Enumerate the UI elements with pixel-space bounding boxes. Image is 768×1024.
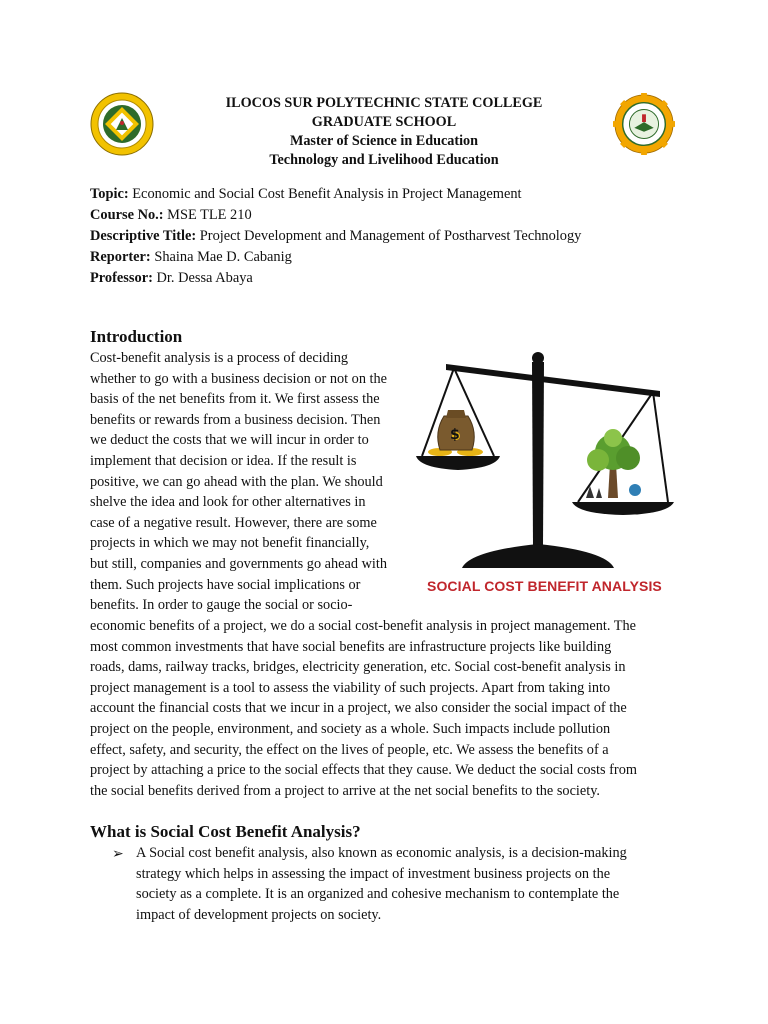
topic-value: Economic and Social Cost Benefit Analysis in Project Management — [132, 186, 522, 202]
graduate-school: GRADUATE SCHOOL — [311, 114, 457, 130]
reporter-value: Shaina Mae D. Cabanig — [154, 249, 292, 265]
report-details — [90, 184, 690, 289]
text-line: economic benefits of a project, we do a social cost-benefit analysis in project management. The — [90, 618, 636, 634]
text-line: basis of the net benefits from it. We first assess the — [90, 391, 380, 408]
course-row — [90, 205, 690, 226]
title-label: Descriptive Title: — [90, 228, 197, 244]
figure-caption: SOCIAL COST BENEFIT ANALYSIS — [427, 578, 662, 594]
reporter-label: Reporter: — [90, 249, 151, 265]
text-line: shelve the idea and look for other alternatives in — [90, 494, 366, 511]
college-seal-left-icon — [90, 92, 154, 156]
what-is-heading: What is Social Cost Benefit Analysis? — [90, 822, 361, 841]
text-line: impact of development projects on society. — [136, 906, 382, 923]
text-line: benefits or rewards from a business decision. Then — [90, 411, 381, 428]
text-line: most common investments that have social benefits are infrastructure projects like building — [90, 638, 612, 655]
tree-icon — [586, 429, 641, 498]
dollar-symbol: $ — [450, 427, 460, 443]
school-name: ILOCOS SUR POLYTECHNIC STATE COLLEGE — [225, 95, 543, 111]
text-line: A Social cost benefit analysis, also known as economic analysis, is a decision-making — [136, 845, 627, 861]
text-line: benefits. In order to gauge the social or socio- — [90, 597, 353, 614]
degree-program: Master of Science in Education — [289, 133, 479, 149]
text-line: we deduct the costs that we will incur in order to — [90, 432, 369, 449]
text-line: case of a negative result. However, there are some — [90, 514, 377, 531]
text-line: roads, dams, railway tracks, bridges, electricity generation, etc. Social cost-benefit analysis in — [90, 659, 626, 676]
balance-scale-icon — [410, 346, 680, 604]
text-line: Cost-benefit analysis is a process of deciding — [90, 350, 349, 366]
text-line: them. Such projects have social implications or — [90, 576, 361, 593]
text-line: account the financial costs that we incur in a project, we also consider the social impact of the — [90, 700, 627, 717]
text-line: but still, companies and governments go ahead with — [90, 555, 387, 572]
text-line: projects in which we may not benefit financially, — [90, 535, 370, 552]
specialization: Technology and Livelihood Education — [269, 152, 499, 168]
text-line: strategy which helps in assessing the impact of investment business projects on the — [136, 865, 611, 882]
text-line: implement that decision or idea. If the result is — [90, 452, 357, 469]
introduction-paragraph-bottom — [90, 616, 637, 801]
professor-label: Professor: — [90, 270, 153, 286]
professor-value: Dr. Dessa Abaya — [156, 270, 253, 286]
course-label: Course No.: — [90, 207, 164, 223]
text-line: project on the people, environment, and society as a whole. Such impacts include pollution — [90, 720, 611, 737]
graduate-school-seal-icon — [613, 93, 675, 155]
text-line: the social benefits derived from a project to arrive at the net social benefits to the society. — [90, 782, 600, 799]
text-line: society as a complete. It is an organized and cohesive mechanism to contemplate the — [136, 886, 620, 903]
text-line: project by attaching a price to the social effects that they cause. We deduct the social costs from — [90, 762, 637, 779]
introduction-heading: Introduction — [90, 327, 183, 346]
text-line: positive, we can go ahead with the plan. We should — [90, 473, 383, 490]
introduction-paragraph-top — [90, 348, 387, 616]
text-line: project management is a tool to assess the viability of such projects. Apart from taking into — [90, 679, 611, 696]
title-value: Project Development and Management of Postharvest Technology — [199, 228, 582, 244]
bullet-paragraph — [136, 843, 627, 925]
course-value: MSE TLE 210 — [167, 207, 252, 223]
title-row — [90, 226, 690, 247]
professor-row — [90, 268, 690, 289]
topic-row — [90, 184, 690, 205]
text-line: effect, safety, and security, the effect on the lives of people, etc. We assess the benefits of a — [90, 741, 609, 758]
reporter-row — [90, 247, 690, 268]
bullet-arrow-icon: ➢ — [112, 847, 124, 862]
text-line: whether to go with a business decision or not on the — [90, 370, 388, 387]
school-header — [150, 94, 618, 170]
topic-label: Topic: — [90, 186, 129, 202]
